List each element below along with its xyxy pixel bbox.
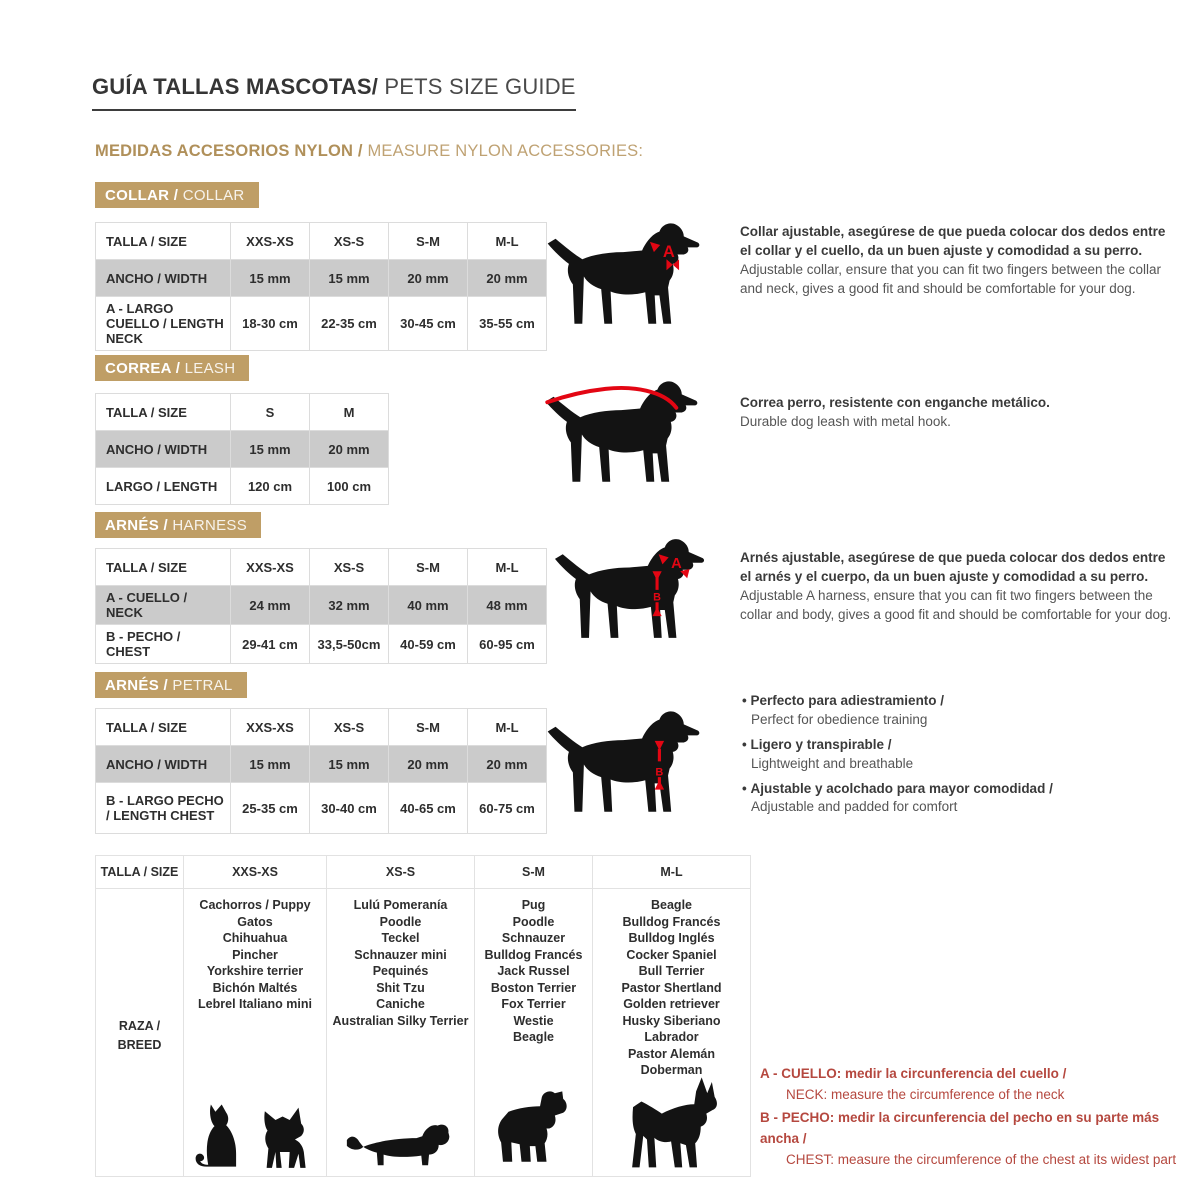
breed-item: Beagle: [651, 898, 692, 912]
breed-item: Bull Terrier: [638, 964, 705, 978]
breed-item: Yorkshire terrier: [206, 964, 304, 978]
size-value: 30-40 cm: [310, 783, 389, 834]
size-value: 15 mm: [231, 431, 310, 468]
breed-row-label-cell: [96, 889, 184, 1177]
feature-es: • Ligero y transpirable /: [742, 737, 892, 752]
silhouette-group: [475, 1084, 592, 1172]
chihuahua-silhouette: [256, 1100, 318, 1172]
breed-item: Poodle: [512, 914, 555, 929]
table-row: [96, 889, 751, 1177]
note-a: [760, 1064, 1196, 1106]
table-row: [96, 297, 547, 351]
collar-desc-en: Adjustable collar, ensure that you can fit two fingers between the collar and neck, gives a good fit and should be comfortable for your dog.: [740, 262, 1161, 297]
size-value: 18-30 cm: [231, 297, 310, 351]
size-value: 25-35 cm: [231, 783, 310, 834]
breed-list: [328, 897, 473, 1029]
leash-description: [740, 393, 1176, 431]
row-label: A - LARGO CUELLO / LENGTH NECK: [96, 297, 231, 351]
col-header: XXS-XS: [231, 709, 310, 746]
measure-label-b: B: [653, 591, 661, 604]
row-label: A - CUELLO / NECK: [96, 586, 231, 625]
breed-item: Fox Terrier: [501, 997, 566, 1011]
dog-harness-diagram: [546, 528, 714, 644]
silhouette-group: [184, 1100, 326, 1172]
breed-size-table: [95, 855, 751, 1177]
size-value: 40-59 cm: [389, 625, 468, 664]
breed-item: Boston Terrier: [490, 980, 577, 995]
col-header: TALLA / SIZE: [96, 549, 231, 586]
breed-item: Caniche: [376, 997, 425, 1011]
leash-badge-en: LEASH: [184, 360, 236, 377]
feature-es: • Perfecto para adiestramiento /: [742, 693, 944, 708]
size-value: 24 mm: [231, 586, 310, 625]
col-header: M-L: [468, 549, 547, 586]
size-value: 20 mm: [468, 260, 547, 297]
note-a-en: NECK: measure the circumference of the neck: [786, 1086, 1065, 1102]
size-value: 22-35 cm: [310, 297, 389, 351]
measure-label-a: A: [671, 556, 682, 573]
breed-item: Cocker Spaniel: [626, 947, 717, 962]
size-value: 20 mm: [389, 260, 468, 297]
breed-item: Husky Siberiano: [622, 1013, 721, 1028]
breed-item: Australian Silky Terrier: [332, 1013, 469, 1028]
leash-desc-en: Durable dog leash with metal hook.: [740, 414, 951, 430]
size-value: 29-41 cm: [231, 625, 310, 664]
collar-badge-es: COLLAR /: [105, 187, 183, 204]
col-header: S-M: [389, 709, 468, 746]
breed-item: Pastor Shertland: [621, 980, 722, 995]
breed-cell-m-l: [593, 889, 751, 1177]
col-header: S-M: [475, 856, 593, 889]
row-label: LARGO / LENGTH: [96, 468, 231, 505]
breed-item: Pug: [521, 898, 546, 912]
breed-item: Bulldog Francés: [484, 947, 583, 962]
collar-section-badge: [95, 182, 259, 208]
col-header: XS-S: [327, 856, 475, 889]
size-value: 32 mm: [310, 586, 389, 625]
col-header: TALLA / SIZE: [96, 394, 231, 431]
dachshund-silhouette: [343, 1114, 459, 1172]
petral-size-table: [95, 708, 547, 834]
harness-badge-es: ARNÉS /: [105, 517, 173, 534]
table-row: [96, 260, 547, 297]
row-label: ANCHO / WIDTH: [96, 431, 231, 468]
col-header: TALLA / SIZE: [96, 223, 231, 260]
petral-section-badge: [95, 672, 247, 698]
table-row: [96, 394, 389, 431]
measure-label-b: B: [655, 766, 664, 779]
size-value: 40 mm: [389, 586, 468, 625]
size-value: 20 mm: [389, 746, 468, 783]
petral-feature-list: [742, 692, 1178, 823]
table-row: [96, 223, 547, 260]
breed-item: Golden retriever: [623, 997, 720, 1011]
page-title-es: GUÍA TALLAS MASCOTAS/: [92, 74, 379, 99]
silhouette-group: [327, 1114, 474, 1172]
breed-item: Bichón Maltés: [212, 980, 298, 995]
col-header: TALLA / SIZE: [96, 856, 184, 889]
feature-en: Perfect for obedience training: [751, 711, 928, 727]
breed-item: Pastor Alemán: [627, 1046, 716, 1061]
col-header: S: [231, 394, 310, 431]
breed-row-label: RAZA / BREED: [117, 1019, 162, 1052]
size-value: 100 cm: [310, 468, 389, 505]
note-b-en: CHEST: measure the circumference of the chest at its widest part: [786, 1151, 1177, 1167]
table-row: [96, 431, 389, 468]
col-header: S-M: [389, 549, 468, 586]
leash-section-badge: [95, 355, 249, 381]
feature-item: [742, 780, 1178, 818]
breed-item: Bulldog Inglés: [628, 931, 715, 945]
col-header: M-L: [593, 856, 751, 889]
collar-description: [740, 222, 1176, 299]
size-value: 120 cm: [231, 468, 310, 505]
breed-item: Shit Tzu: [376, 980, 425, 995]
col-header: XXS-XS: [184, 856, 327, 889]
silhouette-group: [593, 1070, 750, 1172]
row-label: ANCHO / WIDTH: [96, 260, 231, 297]
harness-section-badge: [95, 512, 261, 538]
breed-item: Doberman: [640, 1063, 703, 1077]
dog-petral-diagram: [538, 700, 710, 818]
size-value: 30-45 cm: [389, 297, 468, 351]
col-header: S-M: [389, 223, 468, 260]
row-label: B - LARGO PECHO / LENGTH CHEST: [96, 783, 231, 834]
page-subtitle-es: MEDIDAS ACCESORIOS NYLON /: [95, 142, 363, 160]
size-value: 20 mm: [310, 431, 389, 468]
table-row: [96, 783, 547, 834]
col-header: XXS-XS: [231, 223, 310, 260]
table-row: [96, 468, 389, 505]
breed-item: Schnauzer: [501, 931, 566, 945]
page-subtitle: [95, 142, 643, 161]
breed-cell-s-m: [475, 889, 593, 1177]
col-header: M-L: [468, 223, 547, 260]
dog-silhouette: [548, 223, 700, 323]
doberman-silhouette: [625, 1070, 719, 1172]
row-label: B - PECHO / CHEST: [96, 625, 231, 664]
feature-es: • Ajustable y acolchado para mayor comodidad /: [742, 781, 1053, 796]
size-value: 60-95 cm: [468, 625, 547, 664]
breed-item: Poodle: [379, 914, 422, 929]
breed-list: [185, 897, 325, 1013]
leash-desc-es: Correa perro, resistente con enganche metálico.: [740, 395, 1050, 410]
dog-leash-diagram: [536, 370, 708, 488]
breed-item: Westie: [513, 1013, 554, 1028]
table-row: [96, 746, 547, 783]
breed-item: Chihuahua: [222, 931, 288, 945]
breed-item: Labrador: [644, 1030, 699, 1044]
breed-list: [476, 897, 591, 1046]
page-subtitle-en: MEASURE NYLON ACCESSORIES:: [362, 142, 644, 160]
note-a-es: A - CUELLO: medir la circunferencia del cuello /: [760, 1066, 1067, 1081]
collar-desc-es: Collar ajustable, asegúrese de que pueda colocar dos dedos entre el collar y el cuello, da un buen ajuste y comodidad a su perro.: [740, 224, 1166, 259]
leash-badge-es: CORREA /: [105, 360, 185, 377]
breed-item: Jack Russel: [497, 964, 570, 978]
col-header: XS-S: [310, 709, 389, 746]
harness-desc-es: Arnés ajustable, asegúrese de que pueda colocar dos dedos entre el arnés y el cuerpo, da un buen ajuste y comodidad a su perro.: [740, 550, 1166, 585]
harness-desc-en: Adjustable A harness, ensure that you can fit two fingers between the collar and body, gives a good fit and should be comfortable for your dog.: [740, 588, 1172, 623]
size-value: 15 mm: [231, 260, 310, 297]
measure-line: [658, 749, 661, 762]
table-row: [96, 586, 547, 625]
size-value: 33,5-50cm: [310, 625, 389, 664]
feature-item: [742, 692, 1178, 730]
petral-badge-en: PETRAL: [172, 677, 233, 694]
breed-item: Schnauzer mini: [354, 947, 447, 962]
size-value: 15 mm: [310, 746, 389, 783]
feature-en: Lightweight and breathable: [751, 755, 914, 771]
note-b: [760, 1108, 1196, 1171]
measuring-notes: [760, 1064, 1196, 1173]
breed-item: Lulú Pomeranía: [353, 898, 448, 912]
harness-size-table: [95, 548, 547, 664]
harness-description: [740, 548, 1176, 625]
table-row: [96, 856, 751, 889]
col-header: XS-S: [310, 223, 389, 260]
feature-item: [742, 736, 1178, 774]
leash-size-table: [95, 393, 389, 505]
size-value: 40-65 cm: [389, 783, 468, 834]
size-value: 15 mm: [231, 746, 310, 783]
size-value: 48 mm: [468, 586, 547, 625]
dog-silhouette: [548, 711, 700, 811]
breed-item: Beagle: [513, 1030, 554, 1044]
size-value: 20 mm: [468, 746, 547, 783]
col-header: XXS-XS: [231, 549, 310, 586]
breed-list: [594, 897, 749, 1079]
col-header: XS-S: [310, 549, 389, 586]
size-value: 60-75 cm: [468, 783, 547, 834]
breed-item: Lebrel Italiano mini: [198, 997, 312, 1011]
table-row: [96, 625, 547, 664]
col-header: M-L: [468, 709, 547, 746]
breed-item: Pequinés: [372, 964, 429, 978]
harness-badge-en: HARNESS: [172, 517, 248, 534]
page-title: [92, 74, 576, 111]
feature-en: Adjustable and padded for comfort: [751, 799, 958, 815]
breed-item: Bulldog Francés: [622, 914, 721, 929]
table-row: [96, 709, 547, 746]
breed-item: Cachorros / Puppy: [199, 898, 311, 912]
measure-label-a: A: [662, 241, 675, 261]
dog-silhouette: [555, 539, 704, 638]
size-value: 35-55 cm: [468, 297, 547, 351]
breed-item: Gatos: [237, 914, 273, 929]
breed-item: Pincher: [232, 947, 278, 962]
col-header: M: [310, 394, 389, 431]
breed-cell-xxs-xs: [184, 889, 327, 1177]
row-label: ANCHO / WIDTH: [96, 746, 231, 783]
size-value: 15 mm: [310, 260, 389, 297]
collar-size-table: [95, 222, 547, 351]
note-b-es: B - PECHO: medir la circunferencia del pecho en su parte más ancha /: [760, 1109, 1160, 1146]
table-row: [96, 549, 547, 586]
breed-item: Teckel: [381, 931, 420, 945]
dog-collar-diagram: [538, 212, 710, 330]
col-header: TALLA / SIZE: [96, 709, 231, 746]
schnauzer-silhouette: [490, 1084, 578, 1172]
breed-cell-xs-s: [327, 889, 475, 1177]
cat-silhouette: [192, 1100, 246, 1172]
collar-badge-en: COLLAR: [182, 187, 245, 204]
page-title-en: PETS SIZE GUIDE: [378, 74, 576, 99]
petral-badge-es: ARNÉS /: [105, 677, 173, 694]
